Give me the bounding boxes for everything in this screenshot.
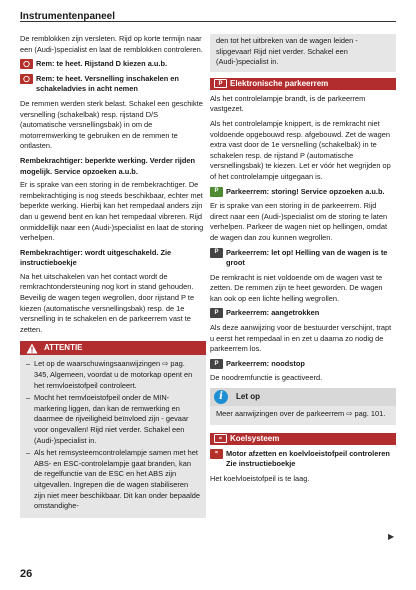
message-parking-fault: P Parkeerrem: storing! Service opzoeken a.u.b. <box>210 187 396 198</box>
warning-continuation: den tot het uitbreken van de wagen leiden - slipgevaar! Rijd niet verder. Schakel een (Audi-)specialist in. <box>210 34 396 72</box>
info-icon: i <box>214 390 228 404</box>
brake-warning-icon <box>20 74 33 84</box>
parking-brake-icon: P <box>214 79 227 88</box>
note-text: Meer aanwijzingen over de parkeerrem ⇨ pag. 101. <box>216 409 386 419</box>
page-number: 26 <box>20 568 33 580</box>
message-parking-slope: P Parkeerrem: let op! Helling van de wagen is te groot <box>210 248 396 269</box>
warning-item: – Mocht het remvloeistofpeil onder de MIN-markering liggen, dan kan de remwerking en daarmee de rijveiligheid beïnvloed zijn - gevaar voor ongevallen! Rijd niet verder. Schakel een (Audi-)specialist in. <box>26 393 200 446</box>
lamp-on-text: Als het controlelampje brandt, is de parkeerrem vastgezet. <box>210 93 366 114</box>
section-parking-brake: P Elektronische parkeerrem <box>210 78 396 90</box>
next-page-arrow-icon: ▶ <box>388 532 395 541</box>
parking-brake-icon: P <box>210 187 223 197</box>
page-header-title: Instrumentenpaneel <box>20 11 116 22</box>
coolant-icon: ≈ <box>210 449 223 459</box>
message-parking-emergency: P Parkeerrem: noodstop <box>210 359 396 370</box>
warning-triangle-icon <box>26 343 38 354</box>
message-brake-hot-gear: Rem: te heet. Versnelling inschakelen en schakeladvies in acht nemen <box>20 74 206 95</box>
coolant-text: Het koelvloeistofpeil is te laag. <box>210 473 310 483</box>
coolant-icon: ≈ <box>214 434 227 443</box>
overheat-text: De remmen werden sterk belast. Schakel een geschikte versnelling (schakelbak) resp. rijstand D/S (automatische versnellingsbak) in om de motorremwerking te gebruiken en de remmen te ontlasten. <box>20 98 203 151</box>
right-column <box>210 34 396 488</box>
limited-function-text: Er is sprake van een storing in de rembekrachtiger. De rembekrachtiging is nog steeds beschikbaar, echter met beperkte werking. Hierbij kan het rempedaal anders zijn dan u gewend bent en kan het rempedaal vibreren. Rijd onmiddellijk naar een (Audi-)specialist en laat de storing verhelpen. <box>20 180 204 243</box>
parking-applied-text: Als deze aanwijzing voor de bestuurder verschijnt, trapt u eerst het rempedaal in en zet u daarna zo nodig de parkeerrem los. <box>210 323 392 354</box>
disabled-heading: Rembekrachtiger: wordt uitgeschakeld. Zie instructieboekje <box>20 247 172 268</box>
note-title-bar: i Let op <box>210 388 396 406</box>
warning-list <box>20 355 206 517</box>
limited-function-heading: Rembekrachtiger: beperkte werking. Verder rijden mogelijk. Service opzoeken a.u.b. <box>20 155 195 176</box>
warning-item: – Let op de waarschuwingsaanwijzingen ⇨ pag. 345, Algemeen, voordat u de motorkap opent en het remvloeistofpeil controleert. <box>26 359 200 391</box>
warning-box <box>20 341 206 517</box>
section-cooling-system: ≈ Koelsysteem <box>210 433 396 445</box>
parking-brake-icon: P <box>210 248 223 258</box>
note-box <box>210 388 396 425</box>
parking-slope-text: De remkracht is niet voldoende om de wagen vast te zetten. De remmen zijn te heet geworden. De wagen kan ook op een lichte helling wegrollen. <box>210 272 383 303</box>
disabled-text: Na het uitschakelen van het contact wordt de remkrachtondersteuning nog kort in stand gehouden. Beveilig de wagen tegen wegrollen, door rijstand P te kiezen (automatische versnellingsbak) resp. de 1e versnelling in te schakelen en de parkeerrem vast te zetten. <box>20 271 195 334</box>
intro-text: De remblokken zijn versleten. Rijd op korte termijn naar een (Audi-)specialist en laat de remblokken controleren. <box>20 34 203 54</box>
message-brake-hot-d: Rem: te heet. Rijstand D kiezen a.u.b. <box>20 59 206 70</box>
warning-item: – Als het remsysteemcontrolelampje samen met het ABS- en ESC-controlelampje gaat branden, kan de regelfunctie van de ESC en het ABS zijn uitgevallen. Ingrepen die de wagen stabiliseren zijn niet meer beschikbaar. Dit kan onder bepaalde omstandighe- <box>26 448 200 512</box>
lamp-blink-text: Als het controlelampje knippert, is de remkracht niet voldoende opgebouwd resp. afgebouwd. Zet de wagen extra vast door de 1e versnelling (schakelbak) in te schakelen resp. de rijstand P (automatische versnellingsbak) te kiezen. Let er vóór het wegrijden op of het controlelampje uitgegaan is. <box>210 118 391 181</box>
left-column <box>20 34 206 518</box>
message-parking-applied: P Parkeerrem: aangetrokken <box>210 308 396 319</box>
parking-brake-icon: P <box>210 359 223 369</box>
parking-brake-icon: P <box>210 308 223 318</box>
parking-emergency-text: De noodremfunctie is geactiveerd. <box>210 373 323 383</box>
message-coolant: ≈ Motor afzetten en koelvloeistofpeil controleren Zie instructieboekje <box>210 449 396 470</box>
parking-fault-text: Er is sprake van een storing in de parkeerrem. Rijd direct naar een (Audi-)specialist om de storing te laten verhelpen. Parkeer de wagen niet op hellingen, omdat de wagen dan zou kunnen wegrollen. <box>210 201 388 242</box>
page-header <box>20 6 396 22</box>
warning-title-bar: ATTENTIE <box>20 341 206 355</box>
brake-warning-icon <box>20 59 33 69</box>
